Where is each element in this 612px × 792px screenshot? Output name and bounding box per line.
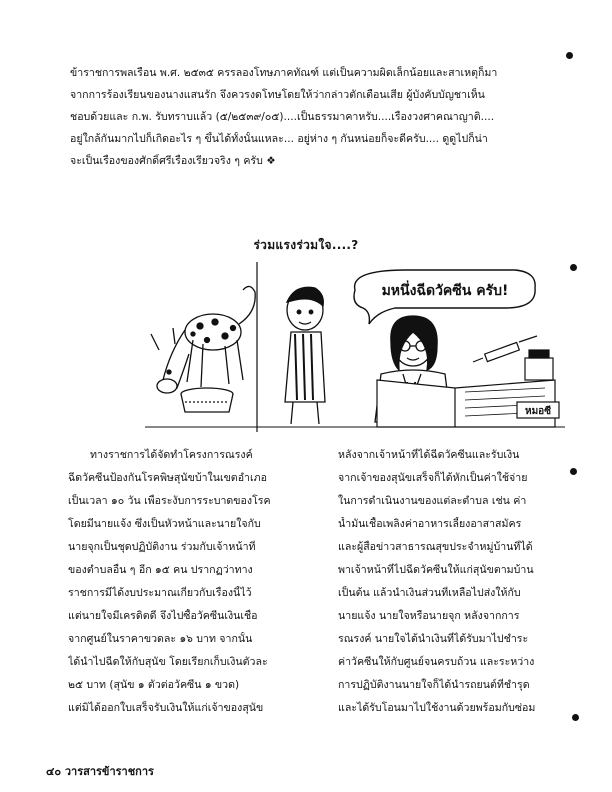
right-line: และผู้สื่อข่าวสาธารณสุขประจำหมู่บ้านที่ได้ xyxy=(338,541,533,553)
right-line: รณรงค์ นายใจได้นำเงินที่ได้รับมาไปชำระ xyxy=(338,633,529,645)
food-bowl xyxy=(181,388,233,412)
left-line: นายจุกเป็นชุดปฏิบัติงาน ร่วมกับเจ้าหน้าที่ xyxy=(68,541,256,553)
right-line: พาเจ้าหน้าที่ไปฉีดวัคซีนให้แก่สุนัขตามบ้าน xyxy=(338,564,534,576)
right-line: ค่าวัคซีนให้กับศูนย์จนครบถ้วน และระหว่าง xyxy=(338,656,535,668)
cartoon-illustration xyxy=(145,262,565,442)
right-line: ในการดำเนินงานของแต่ละตำบล เช่น ค่า xyxy=(338,495,527,507)
left-line: ได้นำไปฉีดให้กับสุนัข โดยเรียกเก็บเงินตัวละ xyxy=(68,656,268,668)
right-line: และได้รับโอนมาไปใช้งานด้วยพร้อมกับซ่อม xyxy=(338,702,536,714)
binder-hole-mark xyxy=(572,714,579,721)
vaccine-box xyxy=(525,350,553,380)
intro-line: อยู่ใกล้กันมากไปก็เกิดอะไร ๆ ขึ้นได้ทั้งนั้นแหละ... อยู่ห่าง ๆ กันหน่อยก็จะดีครับ.... ดูดูไปก็น่า xyxy=(70,133,488,145)
doctor-sign xyxy=(517,402,559,418)
right-line: น้ำมันเชื้อเพลิงค่าอาหารเลี้ยงอาสาสมัคร xyxy=(338,518,522,530)
right-line: จากเจ้าของสุนัขเสร็จก็ได้หักเป็นค่าใช้จ่าย xyxy=(338,472,528,484)
left-line: จากศูนย์ในราคาขวดละ ๑๖ บาท จากนั้น xyxy=(68,633,253,645)
left-line: แต่มิได้ออกใบเสร็จรับเงินให้แก่เจ้าของสุนัข xyxy=(68,702,264,714)
binder-hole-mark xyxy=(570,264,577,271)
intro-line: ชอบด้วยและ ก.พ. รับทราบแล้ว (๕/๒๕๓๙/๐๕)....เป็นธรรมาคาหรับ....เรื่องวงศาคณาญาติ.... xyxy=(70,111,495,123)
cartoon-boy xyxy=(285,287,325,424)
intro-line: จะเป็นเรื่องของศักดิ์ศรีเรื่องเรียวจริง ๆ ครับ ❖ xyxy=(70,155,276,167)
binder-hole-mark xyxy=(566,52,573,59)
intro-line: ข้าราชการพลเรือน พ.ศ. ๒๕๓๕ ครรลองโทษภาคทัณฑ์ แต่เป็นความผิดเล็กน้อยและสาเหตุก็มา xyxy=(70,67,498,79)
binder-hole-mark xyxy=(570,468,577,475)
left-line: แต่นายใจมีเครดิตดี จึงไปซื้อวัคซีนเงินเชื่อ xyxy=(68,610,258,622)
left-line: ราชการมีได้งบประมาณเกี่ยวกับเรื่องนี้ไว้ xyxy=(68,587,252,599)
left-line: ฉีดวัคซีนป้องกันโรคพิษสุนัขบ้าในเขตอำเภอ xyxy=(68,472,267,484)
left-line: โดยมีนายแจ้ง ซึ่งเป็นหัวหน้าและนายใจกับ xyxy=(68,518,261,530)
speech-bubble-text: มหนึ่งฉีดวัคซีน ครับ! xyxy=(381,283,509,299)
left-line: ๒๕ บาท (สุนัข ๑ ตัวต่อวัคซีน ๑ ขวด) xyxy=(68,679,240,691)
right-line: หลังจากเจ้าหน้าที่ได้ฉีดวัคซีนและรับเงิน xyxy=(338,449,520,461)
left-line: เป็นเวลา ๑๐ วัน เพื่อระงับการระบาดของโรค xyxy=(68,495,271,507)
doctor-sign-text: หมอซี xyxy=(525,406,551,417)
right-line: นายแจ้ง นายใจหรือนายจุก หลังจากการ xyxy=(338,610,520,622)
right-line: การปฏิบัติงานนายใจก็ได้นำรถยนต์ที่ชำรุด xyxy=(338,679,530,691)
left-line: ของตำบลอื่น ๆ อีก ๑๕ คน ปรากฏว่าทาง xyxy=(68,564,253,576)
right-line: เป็นต้น แล้วนำเงินส่วนที่เหลือไปส่งให้กับ xyxy=(338,587,521,599)
page-footer: ๔๐ วารสารข้าราชการ xyxy=(46,765,154,778)
speech-bubble xyxy=(354,270,535,324)
intro-line: จากการร้องเรียนของนางแสนรัก จึงควรงดโทษโดยให้ว่ากล่าวตักเตือนเสีย ผู้บังคับบัญชาเห็น xyxy=(70,89,485,101)
cartoon-dog xyxy=(151,286,255,393)
left-line: ทางราชการได้จัดทำโครงการณรงค์ xyxy=(90,449,253,461)
section-title: ร่วมแรงร่วมใจ....? xyxy=(253,238,359,252)
